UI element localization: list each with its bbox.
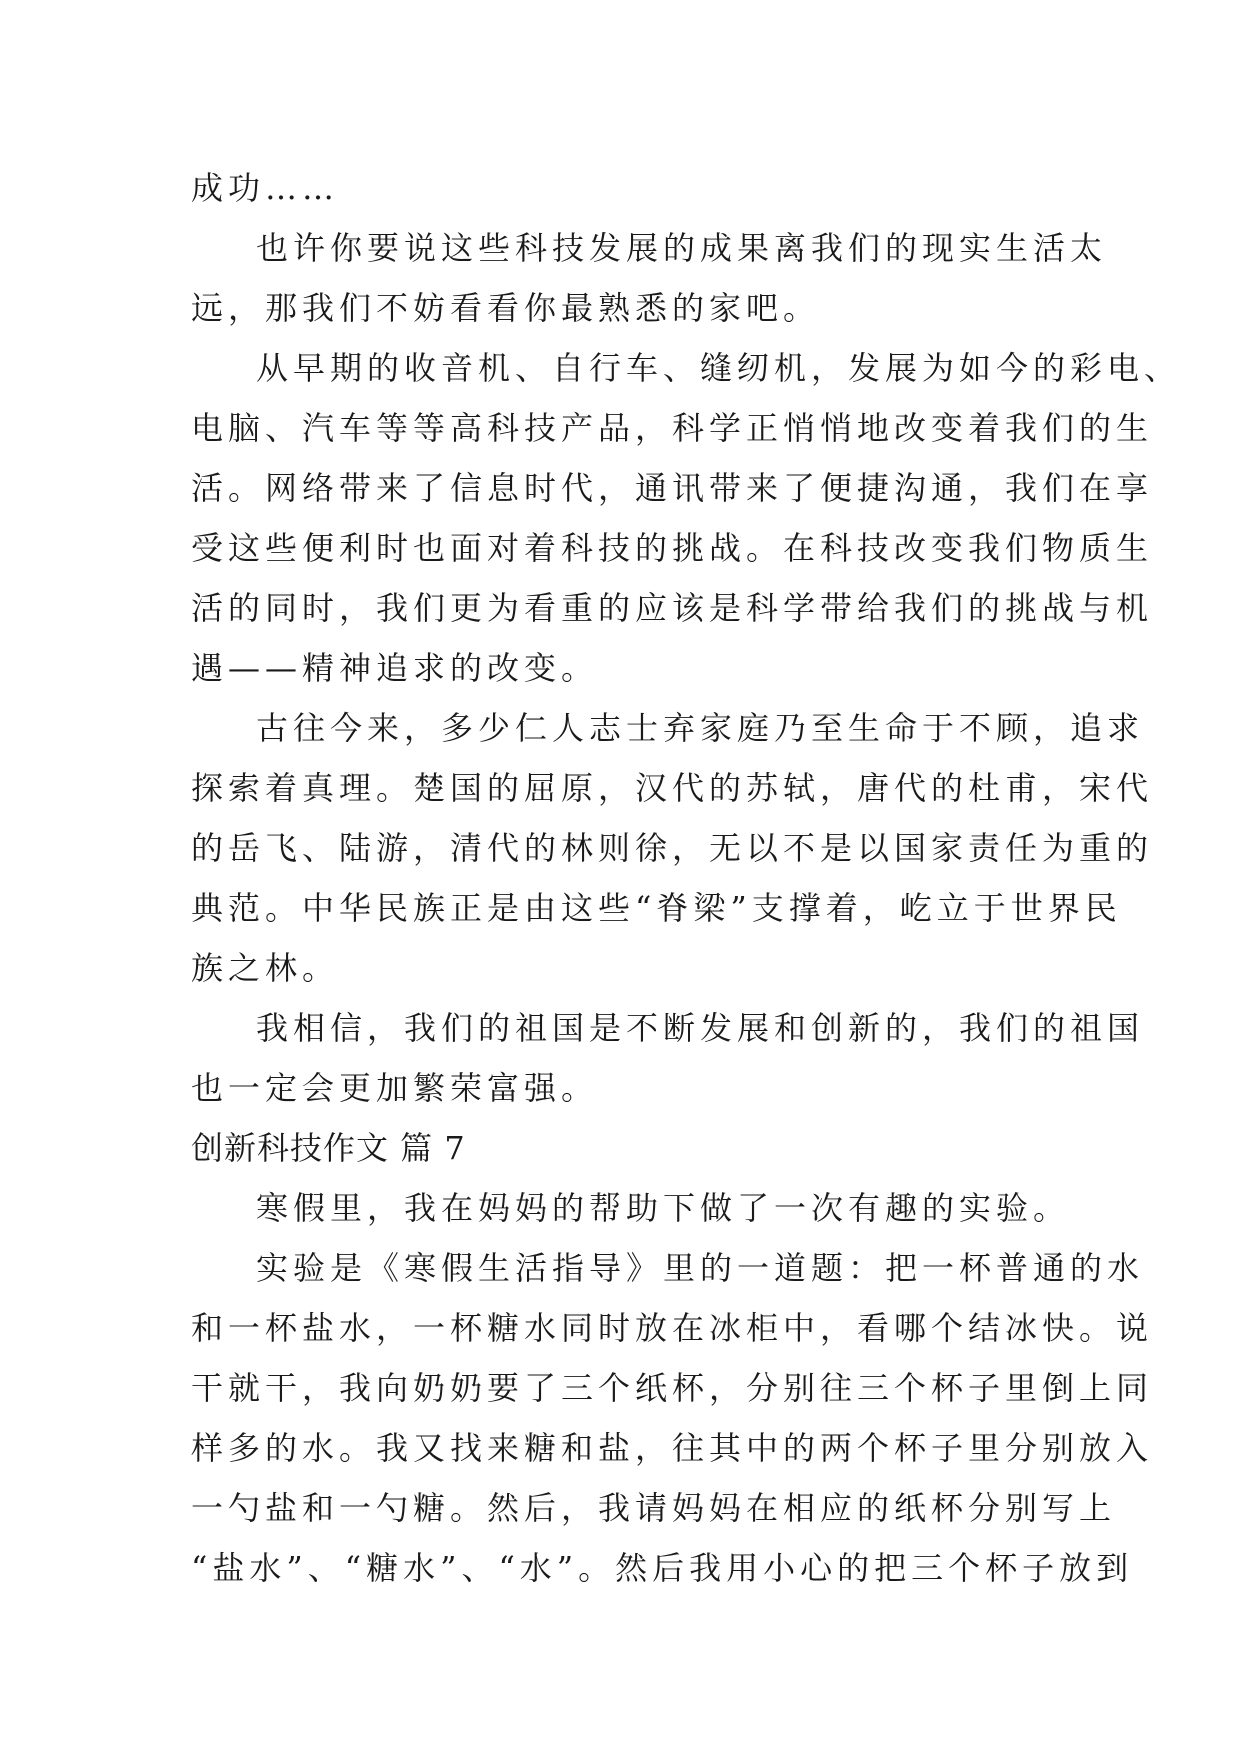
text-line: 寒假里，我在妈妈的帮助下做了一次有趣的实验。 <box>256 1189 1071 1227</box>
section-heading: 创新科技作文 篇 7 <box>191 1129 466 1167</box>
text-line: 成功…… <box>191 169 340 207</box>
text-line: 也许你要说这些科技发展的成果离我们的现实生活太 <box>256 229 1108 267</box>
text-line: 和一杯盐水，一杯糖水同时放在冰柜中，看哪个结冰快。说 <box>191 1309 1154 1347</box>
text-line: 的岳飞、陆游，清代的林则徐，无以不是以国家责任为重的 <box>191 829 1154 867</box>
text-line: 族之林。 <box>191 949 340 987</box>
text-line: 远，那我们不妨看看你最熟悉的家吧。 <box>191 289 821 327</box>
text-line: 实验是《寒假生活指导》里的一道题：把一杯普通的水 <box>256 1249 1145 1287</box>
text-line: 活的同时，我们更为看重的应该是科学带给我们的挑战与机 <box>191 589 1154 627</box>
text-line: 从早期的收音机、自行车、缝纫机，发展为如今的彩电、 <box>256 349 1182 387</box>
text-line: 电脑、汽车等等高科技产品，科学正悄悄地改变着我们的生 <box>191 409 1154 447</box>
text-line: 干就干，我向奶奶要了三个纸杯，分别往三个杯子里倒上同 <box>191 1369 1154 1407</box>
text-line: 活。网络带来了信息时代，通讯带来了便捷沟通，我们在享 <box>191 469 1154 507</box>
text-line: “盐水”、“糖水”、“水”。然后我用小心的把三个杯子放到 <box>191 1549 1134 1587</box>
text-line: 样多的水。我又找来糖和盐，往其中的两个杯子里分别放入 <box>191 1429 1154 1467</box>
text-line: 我相信，我们的祖国是不断发展和创新的，我们的祖国 <box>256 1009 1145 1047</box>
text-line: 探索着真理。楚国的屈原，汉代的苏轼，唐代的杜甫，宋代 <box>191 769 1154 807</box>
text-line: 一勺盐和一勺糖。然后，我请妈妈在相应的纸杯分别写上 <box>191 1489 1117 1527</box>
document-page <box>191 158 1182 1598</box>
text-line: 典范。中华民族正是由这些“脊梁”支撑着，屹立于世界民 <box>191 889 1122 927</box>
text-line: 也一定会更加繁荣富强。 <box>191 1069 599 1107</box>
text-line: 遇——精神追求的改变。 <box>191 649 599 687</box>
text-line: 受这些便利时也面对着科技的挑战。在科技改变我们物质生 <box>191 529 1154 567</box>
text-line: 古往今来，多少仁人志士弃家庭乃至生命于不顾，追求 <box>256 709 1145 747</box>
